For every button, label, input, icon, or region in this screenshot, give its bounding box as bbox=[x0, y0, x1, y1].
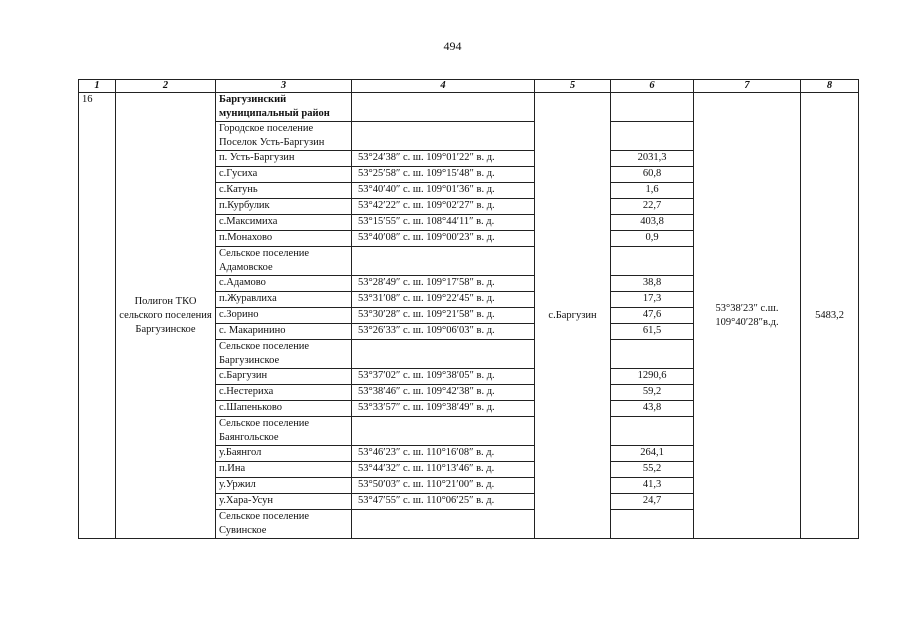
settlement-value: 264,1 bbox=[611, 446, 694, 462]
settlement-coords: 53°26′33″ с. ш. 109°06′03″ в. д. bbox=[352, 324, 535, 340]
empty-cell bbox=[611, 122, 694, 151]
settlement-coords: 53°40′40″ с. ш. 109°01′36″ в. д. bbox=[352, 183, 535, 199]
settlement-coords: 53°31′08″ с. ш. 109°22′45″ в. д. bbox=[352, 292, 535, 308]
empty-cell bbox=[611, 417, 694, 446]
total-cell: 5483,2 bbox=[801, 93, 859, 539]
settlement-value: 38,8 bbox=[611, 276, 694, 292]
settlement-name: с.Шапеньково bbox=[216, 401, 352, 417]
page-number: 494 bbox=[443, 39, 462, 53]
district-name: Баргузинский муниципальный район bbox=[216, 93, 352, 122]
settlement-name: с. Макаринино bbox=[216, 324, 352, 340]
settlement-value: 2031,3 bbox=[611, 151, 694, 167]
settlement-name: с.Баргузин bbox=[216, 369, 352, 385]
settlement-coords: 53°40′08″ с. ш. 109°00′23″ в. д. bbox=[352, 231, 535, 247]
settlement-value: 1,6 bbox=[611, 183, 694, 199]
group-title: Сельское поселение Баргузинское bbox=[216, 340, 352, 369]
object-name: Полигон ТКО сельского поселения Баргузинское bbox=[116, 93, 216, 539]
settlement-coords: 53°50′03″ с. ш. 110°21′00″ в. д. bbox=[352, 478, 535, 494]
empty-cell bbox=[611, 340, 694, 369]
settlement-value: 1290,6 bbox=[611, 369, 694, 385]
settlement-name: с.Зорино bbox=[216, 308, 352, 324]
settlement-coords: 53°33′57″ с. ш. 109°38′49″ в. д. bbox=[352, 401, 535, 417]
settlement-value: 47,6 bbox=[611, 308, 694, 324]
settlement-name: п. Усть-Баргузин bbox=[216, 151, 352, 167]
settlements-table bbox=[78, 79, 859, 539]
empty-cell bbox=[352, 340, 535, 369]
settlement-name: с.Катунь bbox=[216, 183, 352, 199]
settlement-coords: 53°15′55″ с. ш. 108°44′11″ в. д. bbox=[352, 215, 535, 231]
header-cell: 4 bbox=[352, 80, 535, 93]
settlement-coords: 53°47′55″ с. ш. 110°06′25″ в. д. bbox=[352, 494, 535, 510]
empty-cell bbox=[352, 417, 535, 446]
header-cell: 8 bbox=[801, 80, 859, 93]
empty-cell bbox=[352, 510, 535, 539]
settlement-coords: 53°37′02″ с. ш. 109°38′05″ в. д. bbox=[352, 369, 535, 385]
settlement-name: с.Адамово bbox=[216, 276, 352, 292]
header-cell: 7 bbox=[694, 80, 801, 93]
settlement-coords: 53°38′46″ с. ш. 109°42′38″ в. д. bbox=[352, 385, 535, 401]
settlement-name: с.Максимиха bbox=[216, 215, 352, 231]
location-cell: с.Баргузин bbox=[535, 93, 611, 539]
settlement-value: 43,8 bbox=[611, 401, 694, 417]
empty-cell bbox=[352, 93, 535, 122]
settlement-name: с.Нестериха bbox=[216, 385, 352, 401]
empty-cell bbox=[352, 122, 535, 151]
settlement-value: 55,2 bbox=[611, 462, 694, 478]
group-title: Городское поселение Поселок Усть-Баргузин bbox=[216, 122, 352, 151]
object-coordinates: 53°38′23″ с.ш. 109°40′28″в.д. bbox=[694, 93, 801, 539]
empty-cell bbox=[611, 247, 694, 276]
settlement-coords: 53°44′32″ с. ш. 110°13′46″ в. д. bbox=[352, 462, 535, 478]
settlement-name: у.Баянгол bbox=[216, 446, 352, 462]
header-cell: 5 bbox=[535, 80, 611, 93]
settlement-name: п.Курбулик bbox=[216, 199, 352, 215]
settlement-name: у.Уржил bbox=[216, 478, 352, 494]
group-title: Сельское поселение Адамовское bbox=[216, 247, 352, 276]
settlement-value: 60,8 bbox=[611, 167, 694, 183]
empty-cell bbox=[611, 510, 694, 539]
settlement-value: 17,3 bbox=[611, 292, 694, 308]
settlement-name: с.Гусиха bbox=[216, 167, 352, 183]
settlement-value: 41,3 bbox=[611, 478, 694, 494]
empty-cell bbox=[352, 247, 535, 276]
row-index: 16 bbox=[79, 93, 116, 539]
settlement-value: 0,9 bbox=[611, 231, 694, 247]
settlement-name: п.Журавлиха bbox=[216, 292, 352, 308]
table-body bbox=[79, 93, 859, 539]
settlement-value: 403,8 bbox=[611, 215, 694, 231]
table-row bbox=[79, 93, 859, 122]
settlement-coords: 53°30′28″ с. ш. 109°21′58″ в. д. bbox=[352, 308, 535, 324]
settlement-coords: 53°46′23″ с. ш. 110°16′08″ в. д. bbox=[352, 446, 535, 462]
header-cell: 6 bbox=[611, 80, 694, 93]
settlement-coords: 53°28′49″ с. ш. 109°17′58″ в. д. bbox=[352, 276, 535, 292]
settlement-coords: 53°42′22″ с. ш. 109°02′27″ в. д. bbox=[352, 199, 535, 215]
header-cell: 3 bbox=[216, 80, 352, 93]
settlement-coords: 53°24′38″ с. ш. 109°01′22″ в. д. bbox=[352, 151, 535, 167]
header-row bbox=[79, 80, 859, 93]
group-title: Сельское поселение Баянгольское bbox=[216, 417, 352, 446]
group-title: Сельское поселение Сувинское bbox=[216, 510, 352, 539]
settlement-name: п.Монахово bbox=[216, 231, 352, 247]
header-cell: 1 bbox=[79, 80, 116, 93]
settlement-name: п.Ина bbox=[216, 462, 352, 478]
settlement-name: у.Хара-Усун bbox=[216, 494, 352, 510]
settlement-value: 22,7 bbox=[611, 199, 694, 215]
settlement-coords: 53°25′58″ с. ш. 109°15′48″ в. д. bbox=[352, 167, 535, 183]
settlement-value: 24,7 bbox=[611, 494, 694, 510]
settlement-value: 59,2 bbox=[611, 385, 694, 401]
settlement-value: 61,5 bbox=[611, 324, 694, 340]
empty-cell bbox=[611, 93, 694, 122]
header-cell: 2 bbox=[116, 80, 216, 93]
